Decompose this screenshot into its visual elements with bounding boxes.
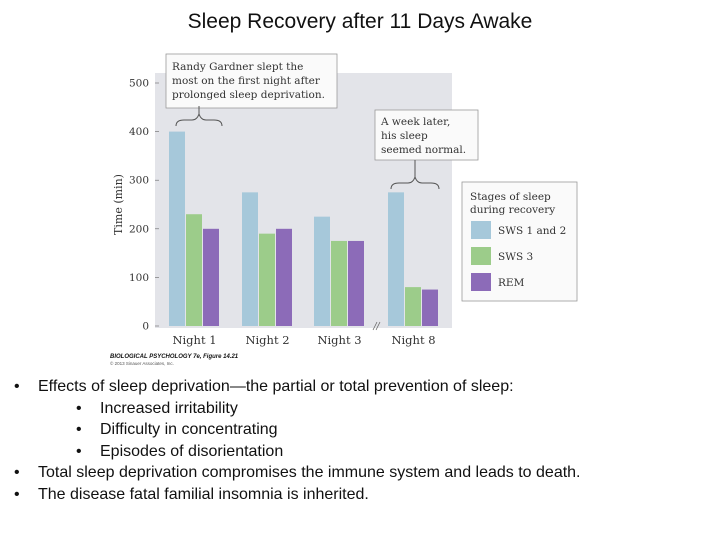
- sub-bullet-text: Increased irritability: [100, 399, 238, 417]
- figure-credit: [110, 354, 238, 366]
- x-tick-label: Night 8: [391, 333, 436, 347]
- bar-night-8-1: [405, 287, 421, 326]
- bullet-text: The disease fatal familial insomnia is inherited.: [38, 485, 369, 503]
- chart-svg: [110, 48, 580, 348]
- y-tick-label: 100: [128, 271, 149, 284]
- annotation-text: most on the first night after: [172, 75, 320, 87]
- y-tick-label: 500: [128, 77, 149, 90]
- sub-bullet-item: [14, 398, 714, 420]
- bullet-text: Total sleep deprivation compromises the immune system and leads to death.: [38, 464, 581, 481]
- slide-title: Sleep Recovery after 11 Days Awake: [187, 10, 533, 33]
- bullet-list: [14, 376, 714, 505]
- bar-night-1-1: [186, 214, 202, 326]
- bar-night-3-0: [314, 217, 330, 326]
- bullet-text: Effects of sleep deprivation—the partial or total prevention of sleep:: [38, 378, 514, 395]
- y-tick-label: 0: [142, 320, 149, 333]
- bullet-glyph: •: [76, 399, 82, 417]
- annotation-text: Randy Gardner slept the: [172, 61, 304, 73]
- bullet-glyph: •: [14, 485, 20, 503]
- legend-label: SWS 3: [498, 251, 534, 263]
- legend-label: REM: [498, 277, 525, 289]
- x-tick-label: Night 3: [317, 333, 362, 347]
- y-tick-label: 200: [128, 223, 149, 236]
- bar-night-1-2: [203, 229, 219, 326]
- y-tick-label: 400: [128, 126, 149, 139]
- legend-swatch: [471, 247, 491, 265]
- bar-night-2-1: [259, 234, 275, 326]
- y-tick-label: 300: [128, 174, 149, 187]
- bullet-item: [14, 376, 714, 398]
- figure-credit-text: BIOLOGICAL PSYCHOLOGY 7e, Figure 14.21: [110, 354, 239, 360]
- bullet-glyph: •: [76, 421, 82, 438]
- bar-night-2-0: [242, 192, 258, 326]
- bullet-glyph: •: [14, 378, 20, 395]
- legend-title: Stages of sleep: [470, 191, 551, 203]
- legend-title: during recovery: [470, 204, 556, 216]
- bullet-glyph: •: [14, 464, 20, 481]
- legend-swatch: [471, 221, 491, 239]
- y-axis-label: Time (min): [112, 174, 125, 235]
- bar-night-3-2: [348, 241, 364, 326]
- bullet-item: [14, 484, 714, 506]
- annotation-text: prolonged sleep deprivation.: [172, 89, 325, 101]
- sleep-recovery-chart: [110, 48, 580, 348]
- sub-bullet-item: [14, 419, 714, 441]
- bar-night-1-0: [169, 132, 185, 326]
- sub-bullet-text: Episodes of disorientation: [100, 442, 284, 460]
- sub-bullet-text: Difficulty in concentrating: [100, 421, 278, 438]
- x-tick-label: Night 1: [172, 333, 217, 347]
- bar-night-2-2: [276, 229, 292, 326]
- bar-night-8-2: [422, 290, 438, 326]
- x-tick-label: Night 2: [245, 333, 290, 347]
- bullet-item: [14, 462, 714, 484]
- annotation-text: his sleep: [381, 130, 428, 142]
- sub-bullet-item: [14, 441, 714, 463]
- bar-night-8-0: [388, 192, 404, 326]
- legend-label: SWS 1 and 2: [498, 225, 567, 237]
- copyright-text: © 2013 Sinauer Associates, Inc.: [110, 361, 174, 366]
- legend-swatch: [471, 273, 491, 291]
- bullet-glyph: •: [76, 442, 82, 460]
- bar-night-3-1: [331, 241, 347, 326]
- annotation-text: seemed normal.: [381, 144, 467, 156]
- annotation-text: A week later,: [381, 116, 451, 128]
